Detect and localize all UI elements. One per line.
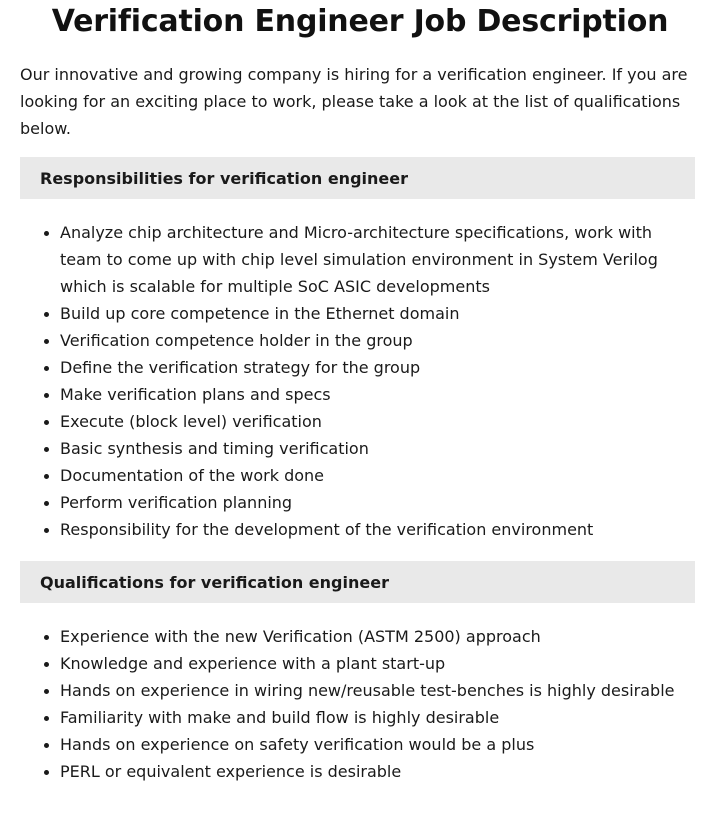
bullet-icon <box>44 770 49 775</box>
qualifications-heading: Qualifications for verification engineer <box>20 561 695 603</box>
list-item-text: Hands on experience in wiring new/reusable test-benches is highly desirable <box>60 681 675 700</box>
page-title: Verification Engineer Job Description <box>51 4 669 39</box>
intro-paragraph: Our innovative and growing company is hiring for a verification engineer. If you are looking for an exciting place to work, please take a look at the list of qualifications below. <box>20 65 688 138</box>
bullet-icon <box>44 231 49 236</box>
responsibilities-heading: Responsibilities for verification engineer <box>20 157 695 199</box>
list-item-text: Experience with the new Verification (ASTM 2500) approach <box>60 627 541 646</box>
list-item-text: Familiarity with make and build flow is highly desirable <box>60 708 500 727</box>
list-item <box>60 408 685 435</box>
bullet-icon <box>44 501 49 506</box>
bullet-icon <box>44 366 49 371</box>
bullet-icon <box>44 528 49 533</box>
bullet-icon <box>44 662 49 667</box>
bullet-icon <box>44 312 49 317</box>
list-item <box>60 623 685 650</box>
list-item-text: Basic synthesis and timing verification <box>60 439 369 458</box>
list-item <box>60 354 685 381</box>
list-item-text: PERL or equivalent experience is desirable <box>60 762 402 781</box>
list-item <box>60 327 685 354</box>
list-item <box>60 435 685 462</box>
qualifications-list <box>0 623 720 785</box>
responsibilities-list <box>0 219 720 543</box>
list-item <box>60 300 685 327</box>
bullet-icon <box>44 420 49 425</box>
list-item <box>60 489 685 516</box>
list-item <box>60 704 685 731</box>
list-item <box>60 731 685 758</box>
bullet-icon <box>44 447 49 452</box>
list-item-text: Execute (block level) verification <box>60 412 322 431</box>
list-item-text: Hands on experience on safety verification would be a plus <box>60 735 535 754</box>
bullet-icon <box>44 474 49 479</box>
list-item-text: Analyze chip architecture and Micro-architecture specifications, work with team to come up with chip level simulation environment in System Verilog which is scalable for multiple SoC ASIC developments <box>60 223 658 296</box>
list-item-text: Documentation of the work done <box>60 466 325 485</box>
bullet-icon <box>44 716 49 721</box>
list-item-text: Responsibility for the development of the verification environment <box>60 520 594 539</box>
list-item <box>60 677 685 704</box>
bullet-icon <box>44 635 49 640</box>
bullet-icon <box>44 393 49 398</box>
bullet-icon <box>44 743 49 748</box>
list-item <box>60 758 685 785</box>
list-item <box>60 516 685 543</box>
list-item-text: Make verification plans and specs <box>60 385 331 404</box>
list-item-text: Knowledge and experience with a plant start-up <box>60 654 446 673</box>
list-item-text: Verification competence holder in the group <box>60 331 413 350</box>
list-item <box>60 650 685 677</box>
list-item-text: Build up core competence in the Ethernet domain <box>60 304 460 323</box>
list-item-text: Define the verification strategy for the group <box>60 358 421 377</box>
bullet-icon <box>44 689 49 694</box>
list-item <box>60 462 685 489</box>
list-item <box>60 219 685 300</box>
list-item <box>60 381 685 408</box>
bullet-icon <box>44 339 49 344</box>
list-item-text: Perform verification planning <box>60 493 293 512</box>
